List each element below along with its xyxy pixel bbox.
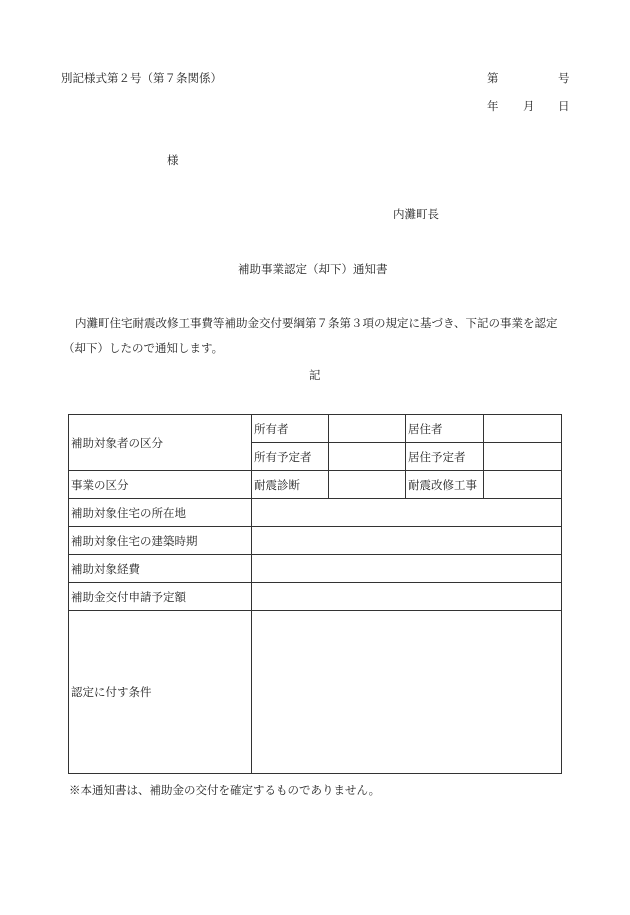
amount-label: 補助金交付申請予定額	[69, 583, 252, 611]
table-row	[69, 555, 562, 583]
seismic-diagnosis-label: 耐震診断	[252, 471, 329, 499]
document-title: 補助事業認定（却下）通知書	[238, 262, 388, 276]
planned-owner-label: 所有予定者	[252, 443, 329, 471]
amount-value-cell	[252, 583, 562, 611]
resident-check-cell	[484, 415, 562, 443]
table-row	[69, 583, 562, 611]
seismic-diagnosis-check-cell	[329, 471, 406, 499]
conditions-label: 認定に付す条件	[69, 611, 252, 774]
addressee-honorific: 様	[167, 153, 179, 167]
construction-label: 補助対象住宅の建築時期	[69, 527, 252, 555]
date-day: 日	[558, 99, 570, 113]
resident-label: 居住者	[406, 415, 484, 443]
date-year: 年	[487, 99, 499, 113]
sender-name: 内灘町長	[393, 207, 439, 221]
cost-value-cell	[252, 555, 562, 583]
application-table	[68, 414, 562, 774]
body-line-2: （却下）したので通知します。	[63, 341, 224, 355]
address-value-cell	[252, 499, 562, 527]
planned-resident-label: 居住予定者	[406, 443, 484, 471]
address-label: 補助対象住宅の所在地	[69, 499, 252, 527]
table-row	[69, 527, 562, 555]
number-prefix: 第	[487, 71, 499, 85]
body-line-1: 内灘町住宅耐震改修工事費等補助金交付要綱第７条第３項の規定に基づき、下記の事業を認定	[75, 316, 558, 330]
number-suffix: 号	[558, 71, 570, 85]
project-label: 事業の区分	[69, 471, 252, 499]
table-row	[69, 499, 562, 527]
seismic-retrofit-label: 耐震改修工事	[406, 471, 484, 499]
date-month: 月	[523, 99, 535, 113]
planned-owner-check-cell	[329, 443, 406, 471]
conditions-value-cell	[252, 611, 562, 774]
ki-label: 記	[309, 368, 321, 382]
form-label: 別記様式第２号（第７条関係）	[61, 71, 222, 85]
owner-label: 所有者	[252, 415, 329, 443]
table-row	[69, 415, 562, 443]
construction-value-cell	[252, 527, 562, 555]
footnote: ※本通知書は、補助金の交付を確定するものでありません。	[69, 783, 381, 797]
seismic-retrofit-check-cell	[484, 471, 562, 499]
owner-check-cell	[329, 415, 406, 443]
table-row	[69, 611, 562, 774]
planned-resident-check-cell	[484, 443, 562, 471]
subject-label: 補助対象者の区分	[69, 415, 252, 471]
table-row	[69, 471, 562, 499]
cost-label: 補助対象経費	[69, 555, 252, 583]
